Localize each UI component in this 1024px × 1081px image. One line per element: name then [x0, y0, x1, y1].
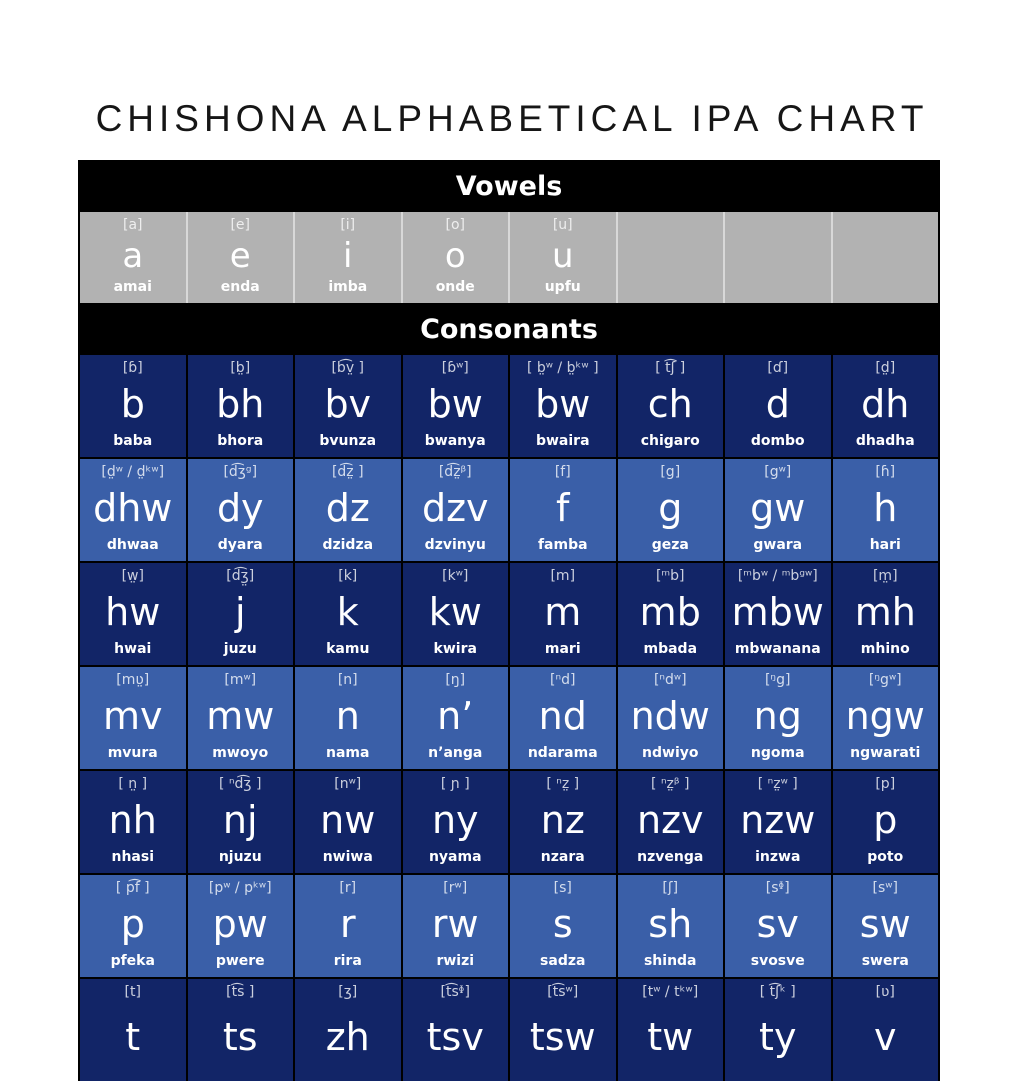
- ipa-notation: [ʋ]: [875, 984, 895, 1000]
- letter: n’: [437, 694, 474, 739]
- consonant-cell: [403, 355, 509, 457]
- example-word: mbada: [643, 640, 698, 657]
- ipa-notation: [ ɲ ]: [440, 776, 470, 792]
- letter: nw: [320, 798, 376, 843]
- letter: nzw: [740, 798, 816, 843]
- letter: h: [873, 486, 898, 531]
- letter: ts: [222, 1014, 258, 1059]
- letter: zh: [325, 1014, 370, 1059]
- vowel-cell: [80, 212, 186, 303]
- example-word: bhora: [217, 432, 264, 449]
- ipa-notation: [ ⁿd͡ʒ ]: [219, 776, 262, 792]
- example-word: ndarama: [527, 744, 598, 761]
- consonant-cell: [725, 667, 831, 769]
- ipa-notation: [kʷ]: [442, 568, 469, 584]
- example-word: mvura: [107, 744, 158, 761]
- example-word: rwizi: [436, 952, 475, 969]
- letter: f: [556, 486, 570, 531]
- vowel-cell: [833, 212, 939, 303]
- ipa-notation: [f]: [554, 464, 571, 480]
- example-word: rira: [333, 952, 362, 969]
- consonant-cell: [725, 875, 831, 977]
- example-word: njuzu: [218, 848, 262, 865]
- ipa-notation: [ b̤ʷ / b̤ᵏʷ ]: [526, 360, 599, 376]
- consonant-cell: [188, 355, 294, 457]
- letter: bv: [324, 382, 372, 427]
- ipa-chart: [78, 160, 940, 1081]
- letter: bh: [216, 382, 265, 427]
- consonant-cell: [295, 667, 401, 769]
- consonant-cell: [80, 459, 186, 561]
- ipa-notation: [ ⁿz̤ᵝ ]: [651, 776, 690, 792]
- ipa-notation: [u]: [552, 217, 573, 233]
- ipa-notation: [d͡z̤ᵝ]: [438, 464, 472, 480]
- letter: v: [874, 1014, 897, 1059]
- ipa-notation: [pʷ / pᵏʷ]: [208, 880, 272, 896]
- ipa-notation: [ᵑg]: [764, 672, 791, 688]
- example-word: sadza: [540, 952, 586, 969]
- ipa-notation: [ t͡ʃ ]: [655, 360, 686, 376]
- vowels-header: [78, 160, 940, 212]
- consonant-cell: [188, 771, 294, 873]
- ipa-notation: [t͡sʷ]: [547, 984, 579, 1000]
- ipa-notation: [ⁿdʷ]: [653, 672, 687, 688]
- example-word: mbwanana: [734, 640, 821, 657]
- consonant-cell: [295, 355, 401, 457]
- example-word: pwere: [215, 952, 265, 969]
- ipa-notation: [s]: [553, 880, 572, 896]
- ipa-notation: [ ⁿz̤ ]: [546, 776, 580, 792]
- consonant-cell: [833, 875, 939, 977]
- letter: mh: [854, 590, 916, 635]
- ipa-notation: [w̤]: [121, 568, 144, 584]
- consonant-cell: [188, 875, 294, 977]
- example-word: dyara: [217, 536, 263, 553]
- consonant-cell: [725, 355, 831, 457]
- letter: mb: [639, 590, 701, 635]
- example-word: ndwiyo: [642, 744, 699, 761]
- ipa-notation: [nʷ]: [334, 776, 362, 792]
- ipa-notation: [o]: [445, 217, 465, 233]
- ipa-notation: [i]: [340, 217, 356, 233]
- letter: mw: [206, 694, 275, 739]
- example-word: n’anga: [428, 744, 483, 761]
- letter: ny: [431, 798, 479, 843]
- letter: sh: [648, 902, 693, 947]
- ipa-notation: [ɓ]: [122, 360, 143, 376]
- letter: pw: [212, 902, 268, 947]
- letter: hw: [105, 590, 161, 635]
- ipa-notation: [ ⁿz̤ʷ ]: [757, 776, 798, 792]
- example-word: mari: [544, 640, 581, 657]
- consonant-cell: [295, 563, 401, 665]
- letter: dh: [861, 382, 910, 427]
- example-word: dhadha: [855, 432, 915, 449]
- consonants-header: [78, 303, 940, 355]
- vowel-cell: [188, 212, 294, 303]
- consonant-cell: [510, 563, 616, 665]
- ipa-notation: [t͡sᶲ]: [440, 984, 470, 1000]
- ipa-notation: [ŋ]: [445, 672, 466, 688]
- letter: r: [339, 902, 356, 947]
- consonant-cell: [618, 563, 724, 665]
- ipa-notation: [ɗ]: [767, 360, 789, 376]
- ipa-notation: [sʷ]: [872, 880, 898, 896]
- consonant-cell: [188, 459, 294, 561]
- ipa-notation: [k]: [338, 568, 358, 584]
- ipa-notation: [ t͡ʃᵏ ]: [759, 984, 796, 1000]
- consonant-cell: [403, 875, 509, 977]
- consonant-cell: [403, 667, 509, 769]
- consonant-cell: [295, 771, 401, 873]
- consonant-cell: [403, 563, 509, 665]
- ipa-notation: [ n̤ ]: [118, 776, 148, 792]
- letter: tsv: [426, 1014, 484, 1059]
- vowel-cell: [618, 212, 724, 303]
- ipa-notation: [r]: [339, 880, 357, 896]
- consonants-grid: [78, 355, 940, 1081]
- letter: j: [234, 590, 246, 635]
- letter: dy: [216, 486, 264, 531]
- example-word: dombo: [750, 432, 805, 449]
- consonant-cell: [725, 563, 831, 665]
- ipa-notation: [rʷ]: [443, 880, 468, 896]
- ipa-notation: [t]: [124, 984, 141, 1000]
- example-word: nama: [326, 744, 370, 761]
- ipa-notation: [a]: [122, 217, 143, 233]
- ipa-notation: [ⁿd]: [550, 672, 576, 688]
- example-word: nhasi: [111, 848, 154, 865]
- letter: ch: [647, 382, 693, 427]
- consonant-cell: [188, 563, 294, 665]
- letter: t: [125, 1014, 141, 1059]
- ipa-notation: [m̤]: [872, 568, 898, 584]
- example-word: gwara: [753, 536, 803, 553]
- letter: nz: [540, 798, 585, 843]
- example-word: baba: [113, 432, 153, 449]
- letter: ty: [759, 1014, 797, 1059]
- vowel-cell: [725, 212, 831, 303]
- ipa-notation: [d̤]: [875, 360, 896, 376]
- consonant-cell: [403, 979, 509, 1081]
- letter: a: [122, 235, 144, 276]
- letter: ng: [753, 694, 802, 739]
- ipa-notation: [ᵐbʷ / ᵐbᵍʷ]: [737, 568, 818, 584]
- consonant-cell: [618, 875, 724, 977]
- letter: b: [120, 382, 145, 427]
- letter: p: [120, 902, 145, 947]
- letter: tsw: [529, 1014, 596, 1059]
- example-word: nzvenga: [637, 848, 704, 865]
- consonant-cell: [618, 355, 724, 457]
- consonant-cell: [295, 459, 401, 561]
- ipa-notation: [ʒ]: [338, 984, 358, 1000]
- vowels-grid: [78, 212, 940, 303]
- consonant-cell: [725, 771, 831, 873]
- consonant-cell: [833, 667, 939, 769]
- consonant-cell: [188, 979, 294, 1081]
- letter: sw: [859, 902, 911, 947]
- example-word: bwanya: [424, 432, 486, 449]
- consonant-cell: [833, 355, 939, 457]
- vowel-cell: [510, 212, 616, 303]
- letter: e: [229, 235, 251, 276]
- ipa-notation: [g]: [660, 464, 681, 480]
- ipa-notation: [d͡ʒ̤]: [226, 568, 255, 584]
- letter: o: [444, 235, 466, 276]
- example-word: pfeka: [110, 952, 155, 969]
- ipa-notation: [ p͡f ]: [115, 880, 150, 896]
- letter: sv: [756, 902, 799, 947]
- example-word: svosve: [750, 952, 805, 969]
- example-word: bvunza: [319, 432, 377, 449]
- ipa-notation: [n]: [337, 672, 358, 688]
- ipa-notation: [b̤]: [230, 360, 251, 376]
- page-title: CHISHONA ALPHABETICAL IPA CHART: [95, 98, 929, 139]
- example-word: upfu: [544, 279, 581, 295]
- example-word: onde: [435, 279, 475, 295]
- consonant-cell: [833, 563, 939, 665]
- consonant-cell: [833, 459, 939, 561]
- letter: nzv: [636, 798, 704, 843]
- example-word: kamu: [326, 640, 370, 657]
- letter: n: [335, 694, 360, 739]
- letter: mv: [102, 694, 163, 739]
- ipa-notation: [ɓʷ]: [441, 360, 469, 376]
- consonant-cell: [80, 979, 186, 1081]
- letter: tw: [647, 1014, 694, 1059]
- consonant-cell: [510, 667, 616, 769]
- ipa-notation: [sᶲ]: [765, 880, 790, 896]
- letter: i: [343, 235, 353, 276]
- letter: dz: [325, 486, 370, 531]
- example-word: swera: [861, 952, 909, 969]
- consonant-cell: [510, 355, 616, 457]
- consonant-cell: [833, 771, 939, 873]
- consonant-cell: [80, 355, 186, 457]
- letter: dhw: [93, 486, 173, 531]
- letter: g: [658, 486, 683, 531]
- example-word: chigaro: [640, 432, 700, 449]
- letter: d: [765, 382, 790, 427]
- consonant-cell: [80, 563, 186, 665]
- example-word: amai: [113, 279, 152, 295]
- consonant-cell: [80, 667, 186, 769]
- consonant-cell: [510, 459, 616, 561]
- ipa-notation: [d͡ʒᵍ]: [223, 464, 258, 480]
- consonant-cell: [618, 667, 724, 769]
- example-word: juzu: [223, 640, 257, 657]
- ipa-notation: [p]: [875, 776, 896, 792]
- letter: dzv: [421, 486, 489, 531]
- letter: bw: [427, 382, 483, 427]
- letter: nd: [538, 694, 587, 739]
- letter: ngw: [845, 694, 925, 739]
- consonant-cell: [725, 979, 831, 1081]
- ipa-notation: [mʋ̤]: [116, 672, 150, 688]
- example-word: ngoma: [750, 744, 805, 761]
- ipa-notation: [d͡z̤ ]: [331, 464, 364, 480]
- letter: ndw: [630, 694, 710, 739]
- example-word: hari: [869, 536, 901, 553]
- consonant-cell: [295, 875, 401, 977]
- example-word: ngwarati: [850, 744, 921, 761]
- vowels-header-label: Vowels: [455, 170, 563, 202]
- example-word: dhwaa: [106, 536, 159, 553]
- example-word: hwai: [114, 640, 152, 657]
- example-word: inzwa: [755, 848, 801, 865]
- ipa-notation: [mʷ]: [224, 672, 257, 688]
- example-word: dzidza: [322, 536, 374, 553]
- letter: m: [544, 590, 582, 635]
- ipa-notation: [t͡s ]: [226, 984, 255, 1000]
- consonant-cell: [295, 979, 401, 1081]
- ipa-notation: [ᵑgʷ]: [868, 672, 902, 688]
- letter: mbw: [731, 590, 824, 635]
- letter: gw: [750, 486, 806, 531]
- letter: k: [336, 590, 359, 635]
- example-word: enda: [220, 279, 260, 295]
- consonant-cell: [510, 771, 616, 873]
- consonant-cell: [618, 459, 724, 561]
- example-word: mhino: [860, 640, 910, 657]
- consonant-cell: [833, 979, 939, 1081]
- example-word: nyama: [428, 848, 482, 865]
- vowel-cell: [403, 212, 509, 303]
- example-word: nzara: [540, 848, 585, 865]
- ipa-notation: [gʷ]: [764, 464, 792, 480]
- example-word: bwaira: [535, 432, 590, 449]
- example-word: mwoyo: [212, 744, 269, 761]
- example-word: imba: [328, 279, 368, 295]
- consonant-cell: [80, 875, 186, 977]
- example-word: dzvinyu: [424, 536, 486, 553]
- letter: u: [551, 235, 574, 276]
- ipa-notation: [m]: [550, 568, 576, 584]
- letter: nj: [222, 798, 258, 843]
- vowel-cell: [295, 212, 401, 303]
- letter: s: [552, 902, 573, 947]
- consonants-header-label: Consonants: [420, 313, 598, 345]
- ipa-notation: [ɦ]: [875, 464, 896, 480]
- example-word: shinda: [643, 952, 697, 969]
- consonant-cell: [618, 771, 724, 873]
- ipa-notation: [e]: [230, 217, 251, 233]
- example-word: famba: [537, 536, 588, 553]
- ipa-notation: [tʷ / tᵏʷ]: [642, 984, 699, 1000]
- example-word: nwiwa: [322, 848, 373, 865]
- letter: p: [873, 798, 898, 843]
- letter: rw: [431, 902, 479, 947]
- consonant-cell: [403, 771, 509, 873]
- ipa-notation: [ʃ]: [662, 880, 679, 896]
- letter: nh: [108, 798, 157, 843]
- consonant-cell: [80, 771, 186, 873]
- consonant-cell: [510, 875, 616, 977]
- example-word: kwira: [433, 640, 477, 657]
- consonant-cell: [725, 459, 831, 561]
- example-word: geza: [651, 536, 689, 553]
- letter: bw: [535, 382, 591, 427]
- consonant-cell: [510, 979, 616, 1081]
- letter: kw: [428, 590, 482, 635]
- ipa-notation: [b͡v̤ ]: [331, 360, 365, 376]
- example-word: poto: [867, 848, 904, 865]
- consonant-cell: [188, 667, 294, 769]
- ipa-notation: [ᵐb]: [655, 568, 685, 584]
- consonant-cell: [403, 459, 509, 561]
- ipa-notation: [d̤ʷ / d̤ᵏʷ]: [101, 464, 165, 480]
- consonant-cell: [618, 979, 724, 1081]
